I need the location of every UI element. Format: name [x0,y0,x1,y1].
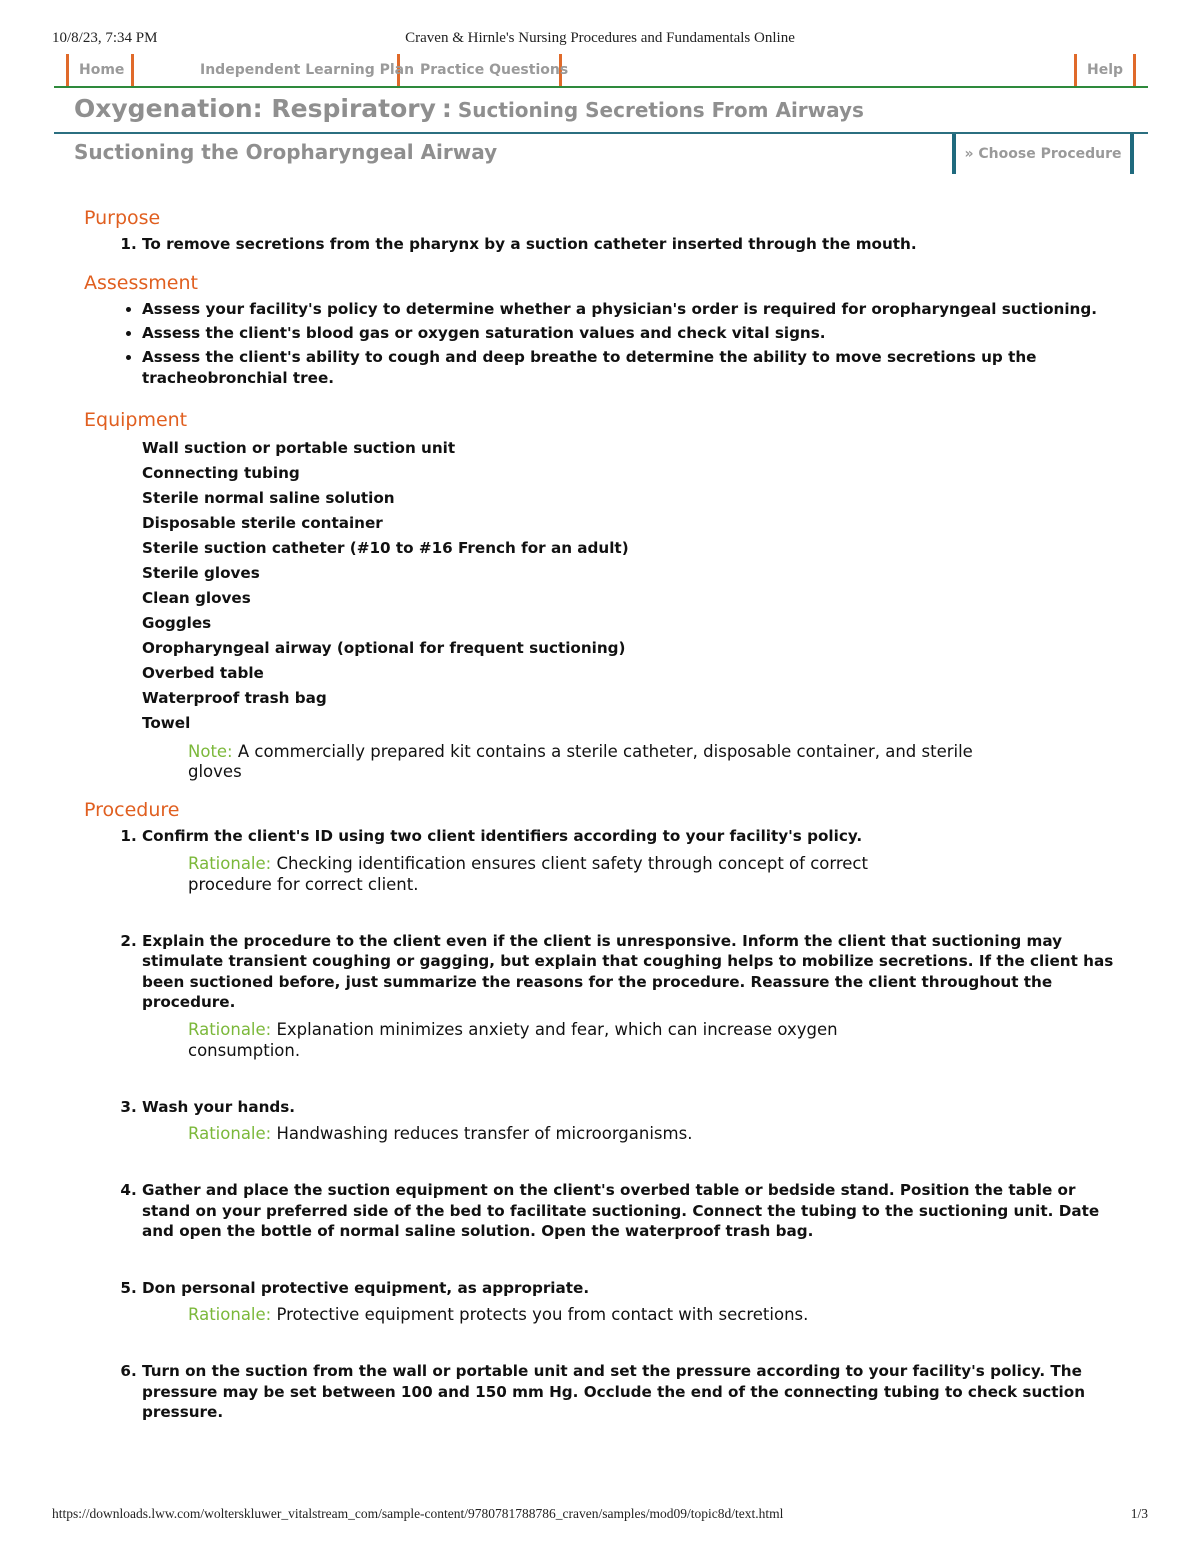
nav-divider [54,86,1148,88]
rationale-text: Checking identification ensures client safety through concept of correct procedure for correct client. [188,853,868,894]
purpose-list [84,234,1128,255]
procedure-step [142,1278,1128,1362]
note-text: A commercially prepared kit contains a sterile catheter, disposable container, and sterile gloves [188,742,973,781]
list-item: Goggles [142,614,212,632]
step-rationale [188,1123,948,1144]
rationale-label: Rationale: [188,853,272,873]
list-item: Clean gloves [142,589,251,607]
rationale-text: Handwashing reduces transfer of microorganisms. [271,1124,693,1143]
main-content [84,204,1128,1423]
step-text: Confirm the client's ID using two client identifiers according to your facility's policy. [142,827,863,845]
procedure-step [142,826,1128,931]
assessment-list [84,299,1128,389]
banner-separator: : [441,94,452,123]
step-text: Gather and place the suction equipment on the client's overbed table or bedside stand. Position the table or stand on your preferred side of the bed to facilitate suctioning. Connect the tubing to the suctioning unit. Date and open the bottle of normal saline solution. Open the waterproof trash bag. [142,1181,1100,1240]
list-item: • Assess the client's ability to cough and deep breathe to determine the ability to move secretions up the tracheobronchial tree. [142,347,1128,389]
banner-category: Oxygenation: Respiratory [74,94,436,123]
equipment-list [84,436,1128,736]
print-page-title: Craven & Hirnle's Nursing Procedures and Fundamentals Online [405,30,795,46]
procedure-title: Suctioning the Oropharyngeal Airway [74,140,498,164]
procedure-step [142,1097,1128,1181]
step-text: Turn on the suction from the wall or portable unit and set the pressure according to your facility's policy. The pressure may be set between 100 and 150 mm Hg. Occlude the end of the connecting tubing to check suction pressure. [142,1362,1086,1421]
list-item: Disposable sterile container [142,514,383,532]
list-item: Wall suction or portable suction unit [142,439,456,457]
print-footer [52,1506,1148,1526]
list-item: Overbed table [142,664,264,682]
rationale-text: Explanation minimizes anxiety and fear, which can increase oxygen consumption. [188,1019,838,1060]
choose-procedure-button[interactable]: » Choose Procedure [952,134,1134,174]
step-rationale [188,1019,948,1061]
list-item: Sterile gloves [142,564,260,582]
list-item: Towel [142,714,191,732]
equipment-note [188,742,1008,782]
list-item: Sterile normal saline solution [142,489,395,507]
step-text: Wash your hands. [142,1097,296,1116]
list-item: Waterproof trash bag [142,689,327,707]
nav-home-link[interactable]: Home [66,54,134,86]
note-label: Note: [188,742,233,761]
step-rationale [188,1304,948,1325]
procedure-step [142,1180,1128,1278]
list-item: Oropharyngeal airway (optional for frequent suctioning) [142,639,626,657]
list-item: Connecting tubing [142,464,300,482]
procedure-step [142,931,1128,1097]
procedure-heading: Procedure [84,799,180,821]
banner-topic: Suctioning Secretions From Airways [457,98,864,122]
print-url: https://downloads.lww.com/wolterskluwer_vitalstream_com/sample-content/9780781788786_craven/samples/mod09/topic8d/text.html [52,1506,784,1521]
rationale-label: Rationale: [188,1019,272,1039]
procedure-step [142,1361,1128,1423]
topic-banner [74,94,1144,130]
nav-practice-questions-link[interactable]: Practice Questions [410,54,562,86]
equipment-heading: Equipment [84,409,188,431]
rationale-text: Protective equipment protects you from contact with secretions. [271,1305,809,1324]
top-nav [54,54,1148,86]
procedure-steps [84,826,1128,1423]
list-item: • Assess the client's blood gas or oxygen saturation values and check vital signs. [142,323,1128,344]
list-item: 1. To remove secretions from the pharynx by a suction catheter inserted through the mouth. [142,234,1128,255]
list-item: • Assess your facility's policy to determine whether a physician's order is required for oropharyngeal suctioning. [142,299,1128,320]
purpose-heading: Purpose [84,207,161,229]
print-header [52,30,1148,50]
step-text: Explain the procedure to the client even if the client is unresponsive. Inform the client that suctioning may stimulate transient coughing or gagging, but explain that coughing helps to mobilize secretions. If the client has been suctioned before, just summarize the reasons for the procedure. Reassure the client throughout the procedure. [142,931,1114,1011]
list-item: Sterile suction catheter (#10 to #16 French for an adult) [142,539,629,557]
print-page-number: 1/3 [1130,1506,1148,1521]
print-datetime: 10/8/23, 7:34 PM [52,30,158,46]
step-rationale [188,853,948,895]
rationale-label: Rationale: [188,1305,272,1324]
nav-independent-learning-plan-link[interactable]: Independent Learning Plan [190,54,400,86]
step-text: Don personal protective equipment, as appropriate. [142,1278,590,1297]
assessment-heading: Assessment [84,272,198,294]
nav-help-link[interactable]: Help [1074,54,1136,86]
rationale-label: Rationale: [188,1124,272,1143]
